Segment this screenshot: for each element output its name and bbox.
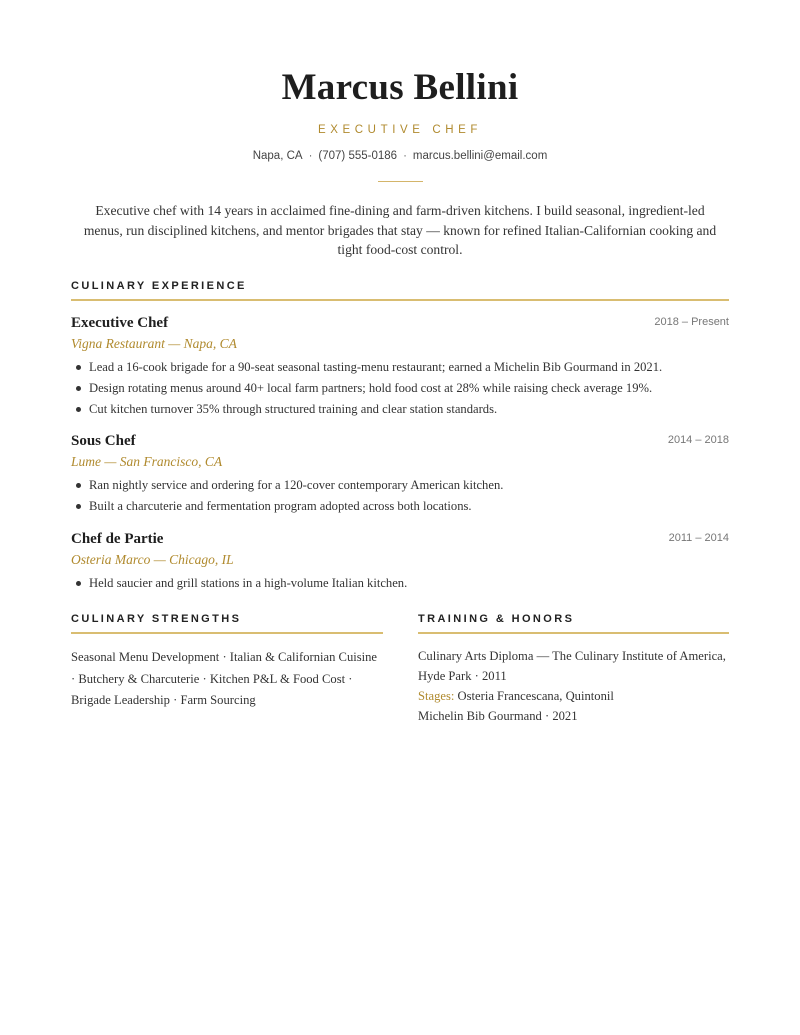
bullet-item [71, 496, 503, 517]
strengths-rule [71, 632, 383, 634]
bullet-icon [76, 504, 81, 509]
job-bullets [71, 573, 407, 594]
training-stages [418, 686, 730, 706]
contact-separator: · [403, 150, 407, 162]
training-list [418, 646, 730, 726]
candidate-name: Marcus Bellini [281, 67, 519, 108]
training-rule [418, 632, 729, 634]
contact-location: Napa, CA [252, 150, 303, 162]
bullet-text: Ran nightly service and ordering for a 120-cover contemporary American kitchen. [89, 478, 504, 492]
job-title: Sous Chef [71, 433, 136, 449]
bullet-text: Lead a 16-cook brigade for a 90-seat seasonal tasting-menu restaurant; earned a Michelin Bib Gourmand in 2021. [89, 360, 663, 374]
strengths-heading: CULINARY STRENGTHS [71, 613, 242, 625]
training-diploma: Culinary Arts Diploma — The Culinary Institute of America, Hyde Park · 2011 [418, 649, 726, 683]
contact-line [0, 150, 800, 162]
experience-heading: CULINARY EXPERIENCE [71, 280, 247, 292]
bullet-item [71, 357, 662, 378]
bullet-icon [76, 483, 81, 488]
job-organization: Lume — San Francisco, CA [71, 454, 223, 469]
training-heading: TRAINING & HONORS [418, 613, 575, 625]
job-title: Executive Chef [71, 315, 169, 331]
job-dates: 2014 – 2018 [667, 434, 729, 446]
bullet-item [71, 399, 662, 420]
header-divider [378, 181, 423, 182]
bullet-text: Built a charcuterie and fermentation program adopted across both locations. [89, 499, 472, 513]
training-honor: Michelin Bib Gourmand · 2021 [418, 709, 578, 723]
bullet-item [71, 475, 503, 496]
bullet-icon [76, 365, 81, 370]
job-dates: 2018 – Present [654, 316, 729, 328]
contact-email[interactable]: marcus.bellini@email.com [412, 150, 548, 162]
job-bullets [71, 357, 662, 420]
strengths-text: Seasonal Menu Development · Italian & Californian Cuisine · Butchery & Charcuterie · Kitchen P&L & Food Cost · Brigade Leadership · Farm Sourcing [71, 650, 378, 707]
job-organization: Osteria Marco — Chicago, IL [71, 552, 234, 567]
bullet-text: Design rotating menus around 40+ local farm partners; hold food cost at 28% while raising check average 19%. [89, 381, 653, 395]
summary-paragraph: Executive chef with 14 years in acclaimed fine-dining and farm-driven kitchens. I build seasonal, ingredient-led menus, run disciplined kitchens, and mentor brigades that stay — known for refined Italian-Californian cooking and tight food-cost control. [83, 203, 717, 257]
stages-value: Osteria Francescana, Quintonil [457, 689, 614, 703]
job-title-heading: EXECUTIVE CHEF [317, 124, 483, 136]
job-dates: 2011 – 2014 [668, 532, 729, 544]
bullet-icon [76, 581, 81, 586]
contact-phone[interactable]: (707) 555-0186 [318, 150, 398, 162]
job-organization: Vigna Restaurant — Napa, CA [71, 336, 237, 351]
bullet-icon [76, 386, 81, 391]
job-bullets [71, 475, 503, 517]
experience-rule [71, 299, 729, 301]
bullet-icon [76, 407, 81, 412]
stages-label: Stages: [418, 689, 455, 703]
bullet-item [71, 378, 662, 399]
bullet-item [71, 573, 407, 594]
job-title: Chef de Partie [71, 531, 164, 547]
contact-separator: · [308, 150, 313, 162]
bullet-text: Held saucier and grill stations in a high-volume Italian kitchen. [89, 576, 408, 590]
bullet-text: Cut kitchen turnover 35% through structured training and clear station standards. [89, 402, 498, 416]
